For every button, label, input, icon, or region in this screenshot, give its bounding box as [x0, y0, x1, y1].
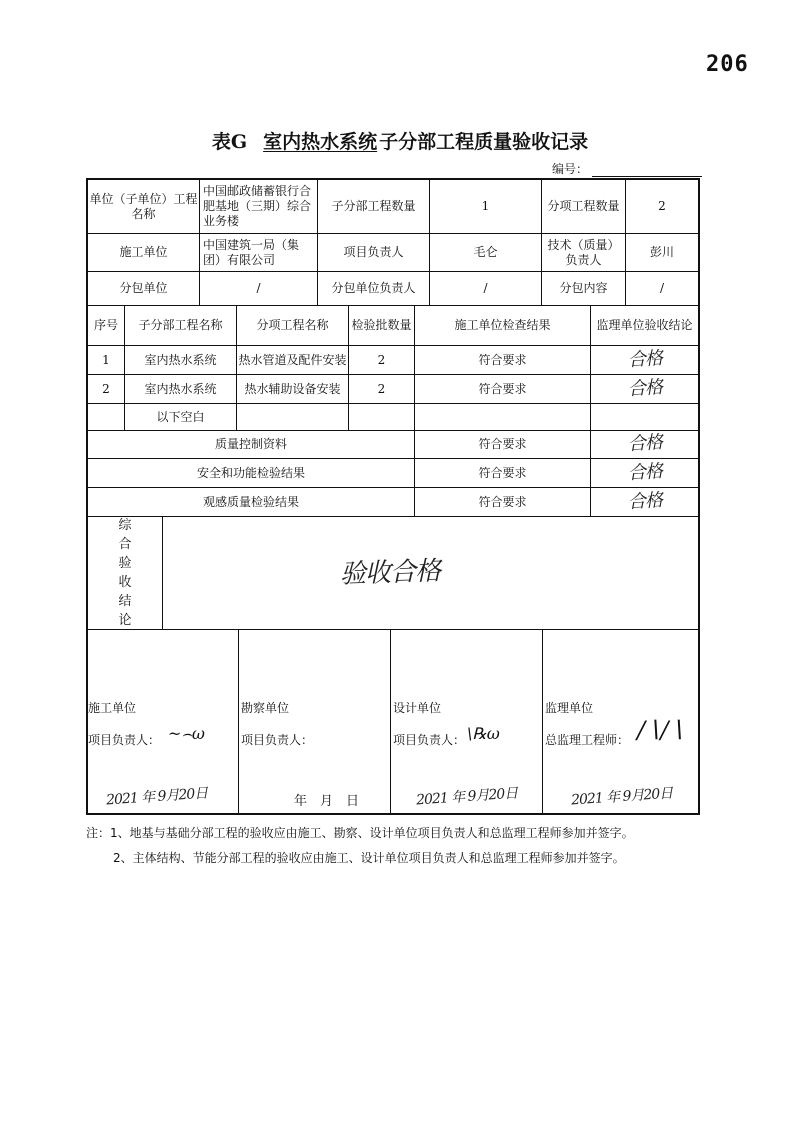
title-prefix: 表G	[211, 131, 248, 153]
row-3-no	[88, 404, 125, 431]
summary-label-char: 结	[118, 594, 132, 609]
sig-supervision-date: 2021 年 9月20日	[570, 785, 673, 809]
check-3-conclusion	[591, 488, 698, 517]
check-1-result: 符合要求	[415, 431, 591, 459]
subdiv-count-label: 子分部工程数量	[318, 180, 430, 234]
summary-label	[88, 517, 163, 630]
sig-design-role: 项目负责人：	[393, 733, 466, 747]
title-subsystem: 室内热水系统	[263, 131, 378, 153]
col-result: 施工单位检查结果	[415, 306, 591, 346]
row-1-result: 符合要求	[415, 346, 591, 375]
row-2-signature: 合格	[626, 376, 663, 400]
tech-value: 彭川	[626, 234, 698, 272]
sig-supervision-signature: ∕∖∕∖	[637, 716, 684, 744]
sig-design-signature: \℞ω	[467, 724, 500, 743]
sig-supervision-unit: 监理单位	[545, 701, 594, 715]
page-number: 206	[706, 52, 749, 77]
sig-survey-role: 项目负责人：	[241, 733, 314, 747]
subdiv-count-value: 1	[430, 180, 542, 234]
sig-construction-date: 2021 年 9月20日	[105, 785, 208, 809]
sig-survey-content	[239, 630, 391, 813]
row-1-no: 1	[88, 346, 125, 375]
col-batches: 检验批数量	[349, 306, 415, 346]
sig-design-unit: 设计单位	[393, 701, 442, 715]
summary-label-char: 综	[118, 518, 132, 533]
check-2-result: 符合要求	[415, 459, 591, 488]
check-1-label: 质量控制资料	[88, 431, 415, 459]
serial-label: 编号：	[552, 162, 589, 176]
sig-construction-role: 项目负责人：	[88, 733, 161, 747]
check-3-label: 观感质量检验结果	[88, 488, 415, 517]
sig-design-date: 2021 年 9月20日	[415, 785, 518, 809]
row-2-result: 符合要求	[415, 375, 591, 404]
summary-label-char: 论	[118, 613, 132, 628]
check-2-label: 安全和功能检验结果	[88, 459, 415, 488]
row-1-signature: 合格	[626, 347, 663, 371]
item-count-value: 2	[626, 180, 698, 234]
row-2-item: 热水辅助设备安装	[237, 375, 349, 404]
sig-construction-unit: 施工单位	[88, 701, 137, 715]
summary-handwriting: 验收合格	[339, 556, 441, 590]
row-2-subdiv: 室内热水系统	[125, 375, 237, 404]
check-2-conclusion	[591, 459, 698, 488]
summary-label-text	[118, 516, 131, 630]
sig-supervision-content	[543, 630, 698, 813]
row-2-no: 2	[88, 375, 125, 404]
sig-survey-unit: 勘察单位	[241, 701, 290, 715]
row-2-conclusion	[591, 375, 698, 404]
row-1-subdiv: 室内热水系统	[125, 346, 237, 375]
check-3-result: 符合要求	[415, 488, 591, 517]
sub-value: /	[200, 272, 318, 306]
footnote-2: 2、主体结构、节能分部工程的验收应由施工、设计单位项目负责人和总监理工程师参加并签字。	[113, 851, 625, 865]
title-suffix: 子分部工程质量验收记录	[379, 131, 589, 153]
row-3-subdiv: 以下空白	[125, 404, 237, 431]
footnotes	[86, 821, 634, 871]
serial-number	[552, 160, 702, 177]
summary-label-char: 验	[118, 556, 132, 571]
col-item: 分项工程名称	[237, 306, 349, 346]
summary-label-char: 合	[118, 537, 132, 552]
sub-pm-label: 分包单位负责人	[318, 272, 430, 306]
col-subdiv: 子分部工程名称	[125, 306, 237, 346]
check-1-conclusion	[591, 431, 698, 459]
sig-survey-date: 年 月 日	[294, 794, 360, 809]
acceptance-table	[86, 178, 700, 815]
unit-value: 中国邮政储蓄银行合肥基地（三期）综合业务楼	[200, 180, 318, 234]
check-2-signature: 合格	[626, 460, 663, 484]
footnote-1: 注：1、地基与基础分部工程的验收应由施工、勘察、设计单位项目负责人和总监理工程师参加并签字。	[86, 826, 634, 840]
tech-label: 技术（质量）负责人	[542, 234, 626, 272]
unit-label: 单位（子单位）工程名称	[88, 180, 200, 234]
sub-label: 分包单位	[88, 272, 200, 306]
row-3-result	[415, 404, 591, 431]
sub-content-label: 分包内容	[542, 272, 626, 306]
summary-value	[163, 517, 698, 630]
row-3-batches	[349, 404, 415, 431]
summary-label-char: 收	[118, 575, 132, 590]
row-1-conclusion	[591, 346, 698, 375]
contractor-label: 施工单位	[88, 234, 200, 272]
row-3-conclusion	[591, 404, 698, 431]
row-3-item	[237, 404, 349, 431]
pm-value: 毛仑	[430, 234, 542, 272]
sig-construction-content	[88, 630, 239, 813]
sig-design-content	[391, 630, 543, 813]
sig-supervision-role: 总监理工程师：	[545, 733, 630, 747]
item-count-label: 分项工程数量	[542, 180, 626, 234]
row-1-batches: 2	[349, 346, 415, 375]
serial-blank	[592, 176, 702, 177]
sig-construction-signature: ~⌢ω	[168, 724, 205, 743]
row-2-batches: 2	[349, 375, 415, 404]
check-1-signature: 合格	[626, 432, 663, 456]
contractor-value: 中国建筑一局（集团）有限公司	[200, 234, 318, 272]
col-no: 序号	[88, 306, 125, 346]
sub-pm-value: /	[430, 272, 542, 306]
row-1-item: 热水管道及配件安装	[237, 346, 349, 375]
page-title	[0, 127, 800, 154]
check-3-signature: 合格	[626, 489, 663, 513]
pm-label: 项目负责人	[318, 234, 430, 272]
sub-content-value: /	[626, 272, 698, 306]
col-conclusion: 监理单位验收结论	[591, 306, 698, 346]
